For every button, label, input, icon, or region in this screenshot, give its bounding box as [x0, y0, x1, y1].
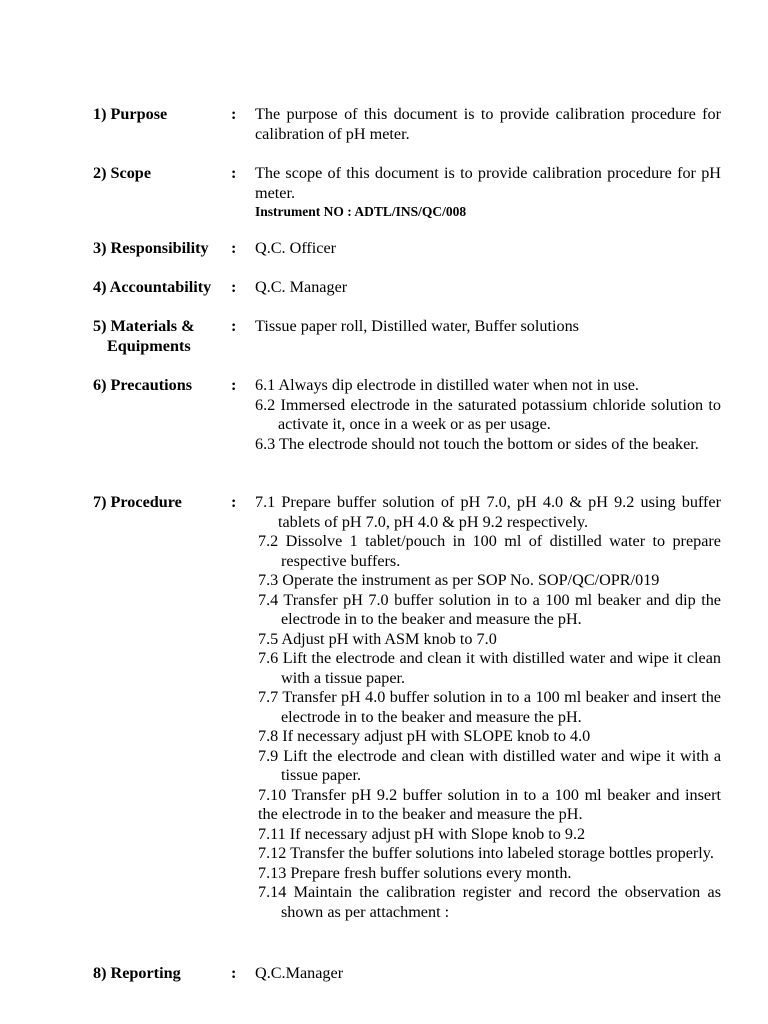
- list-item: 7.14 Maintain the calibration register and record the observation as shown as per attachment :: [258, 883, 721, 921]
- list-item: 6.3 The electrode should not touch the bottom or sides of the beaker.: [255, 434, 699, 453]
- list-item: 7.13 Prepare fresh buffer solutions every month.: [258, 863, 572, 882]
- list-item: 7.2 Dissolve 1 tablet/pouch in 100 ml of distilled water to prepare respective buffers.: [258, 532, 721, 570]
- section-label: 8) Reporting: [93, 964, 181, 982]
- section-colon: :: [231, 164, 237, 182]
- section-colon: :: [231, 964, 237, 982]
- section-label: 6) Precautions: [93, 376, 193, 394]
- section-colon: :: [231, 317, 237, 335]
- list-item: 7.12 Transfer the buffer solutions into labeled storage bottles properly.: [258, 844, 714, 862]
- section-colon: :: [231, 376, 237, 394]
- list-item: 7.10 Transfer pH 9.2 buffer solution in to a 100 ml beaker and insert the electrode in to the beaker and measure the pH.: [258, 785, 721, 823]
- precautions-list: [255, 376, 721, 454]
- section-text: Q.C. Officer: [255, 239, 337, 257]
- list-item: 7.7 Transfer pH 4.0 buffer solution in to a 100 ml beaker and insert the electrode in to the beaker and measure the pH.: [258, 688, 721, 726]
- section-text: The purpose of this document is to provide calibration procedure for calibration of pH meter.: [255, 105, 721, 143]
- list-item: 7.5 Adjust pH with ASM knob to 7.0: [258, 629, 497, 648]
- list-item: 7.11 If necessary adjust pH with Slope knob to 9.2: [258, 824, 586, 843]
- section-label-line1: 5) Materials &: [93, 317, 195, 335]
- section-label-line2: Equipments: [107, 336, 191, 355]
- section-text: Q.C. Manager: [255, 278, 348, 296]
- section-label: 7) Procedure: [93, 493, 182, 511]
- list-item: 7.1 Prepare buffer solution of pH 7.0, pH 4.0 & pH 9.2 using buffer tablets of pH 7.0, pH 4.0 & pH 9.2 respectively.: [255, 493, 721, 531]
- list-item: 7.9 Lift the electrode and clean with distilled water and wipe it with a tissue paper.: [258, 746, 721, 784]
- section-body: [255, 164, 721, 220]
- list-item: 7.6 Lift the electrode and clean it with distilled water and wipe it clean with a tissue paper.: [258, 649, 721, 687]
- list-item: 6.2 Immersed electrode in the saturated potassium chloride solution to activate it, once in a week or as per usage.: [255, 395, 721, 433]
- section-text: Tissue paper roll, Distilled water, Buffer solutions: [255, 317, 579, 335]
- section-colon: :: [231, 278, 237, 296]
- section-label: [93, 317, 233, 356]
- list-item: 7.8 If necessary adjust pH with SLOPE knob to 4.0: [258, 727, 591, 745]
- procedure-list: [255, 493, 721, 922]
- list-item: 7.3 Operate the instrument as per SOP No. SOP/QC/OPR/019: [258, 571, 660, 589]
- section-colon: :: [231, 239, 237, 257]
- section-text: Q.C.Manager: [255, 964, 344, 982]
- section-label: 3) Responsibility: [93, 239, 209, 257]
- list-item: 7.4 Transfer pH 7.0 buffer solution in to a 100 ml beaker and dip the electrode in to the beaker and measure the pH.: [258, 590, 721, 628]
- section-label: 4) Accountability: [93, 278, 212, 296]
- instrument-number: Instrument NO : ADTL/INS/QC/008: [255, 204, 467, 219]
- section-label: 1) Purpose: [93, 105, 168, 123]
- section-text: The scope of this document is to provide calibration procedure for pH meter.: [255, 164, 721, 202]
- list-item: 6.1 Always dip electrode in distilled water when not in use.: [255, 376, 639, 394]
- section-colon: :: [231, 493, 237, 511]
- section-label: 2) Scope: [93, 164, 151, 182]
- section-colon: :: [231, 105, 237, 123]
